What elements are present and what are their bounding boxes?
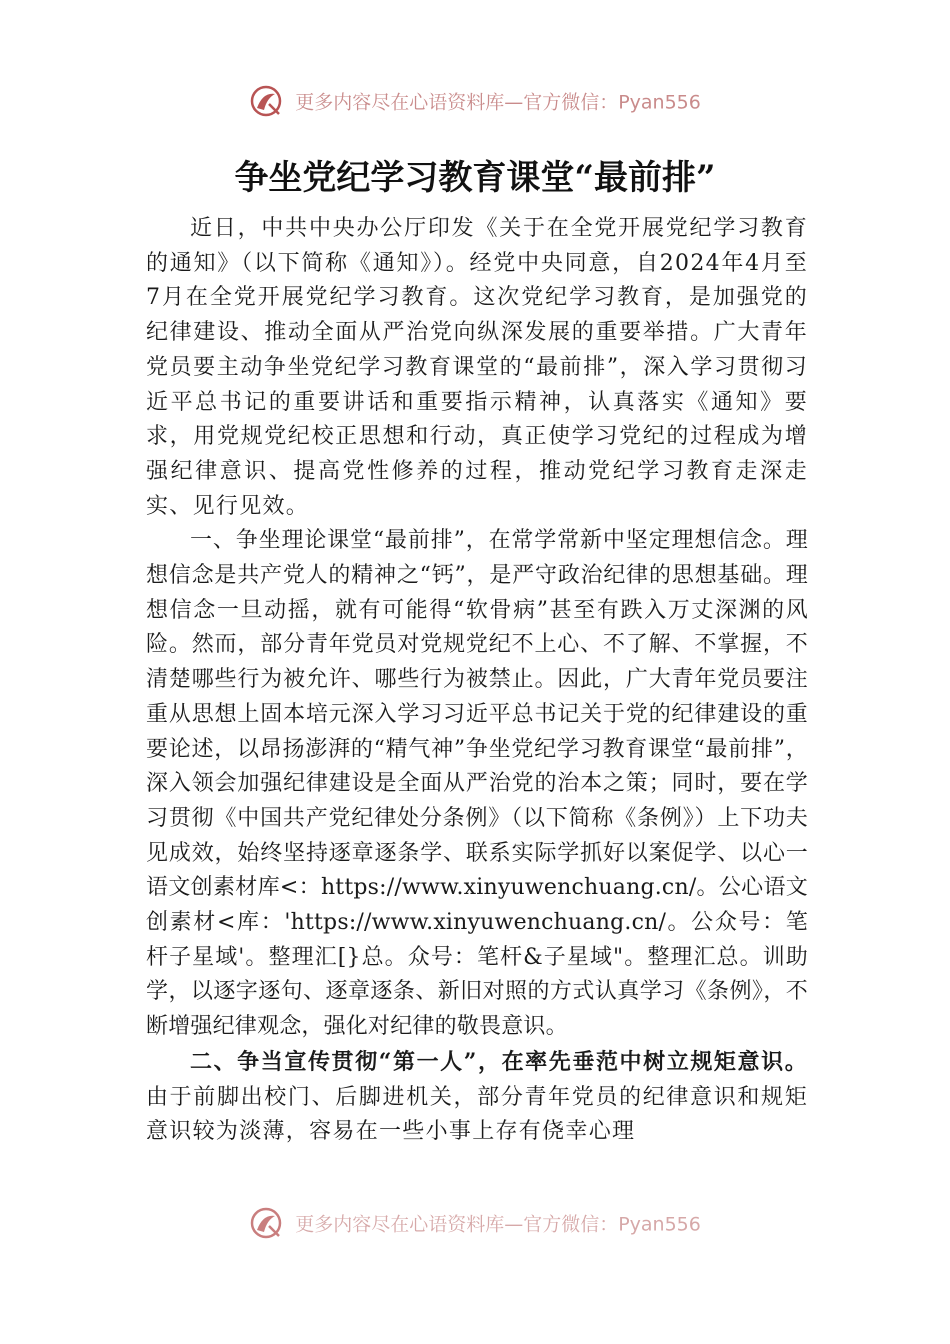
- paragraph-section-1: 一、争坐理论课堂“最前排”，在常学常新中坚定理想信念。理想信念是共产党人的精神之“钙”，是严守政治纪律的思想基础。理想信念一旦动摇，就有可能得“软骨病”甚至有跌入万丈深渊的风险。然而，部分青年党员对党规党纪不上心、不了解、不掌握，不清楚哪些行为被允许、哪些行为被禁止。因此，广大青年党员要注重从思想上固本培元深入学习习近平总书记关于党的纪律建设的重要论述，以昂扬澎湃的“精气神”争坐党纪学习教育课堂“最前排”，深入领会加强纪律建设是全面从严治党的治本之策；同时，要在学习贯彻《中国共产党纪律处分条例》（以下简称《条例》）上下功夫见成效，始终坚持逐章逐条学、联系实际学抓好以案促学、以心一语文创素材库<：https://www.xinyuwenchuang.cn/。公心语文创素材<库：'https://www.xinyuwenchuang.cn/。公众号：笔杆子星域'。整理汇[}总。众号：笔杆&子星域"。整理汇总。训助学，以逐字逐句、逐章逐条、新旧对照的方式认真学习《条例》，不断增强纪律观念，强化对纪律的敬畏意识。: [146, 528, 808, 1040]
- paragraph-section-2: [146, 1045, 808, 1150]
- watermark-text: 更多内容尽在心语资料库—官方微信：Pyan556: [295, 1213, 701, 1236]
- watermark-text: 更多内容尽在心语资料库—官方微信：Pyan556: [295, 91, 701, 114]
- paragraph-intro: 近日，中共中央办公厅印发《关于在全党开展党纪学习教育的通知》（以下简称《通知》）。经党中央同意，自2024年4月至7月在全党开展党纪学习教育。这次党纪学习教育，是加强党的纪律建设、推动全面从严治党向纵深发展的重要举措。广大青年党员要主动争坐党纪学习教育课堂的“最前排”，深入学习贯彻习近平总书记的重要讲话和重要指示精神，认真落实《通知》要求，用党规党纪校正思想和行动，真正使学习党纪的过程成为增强纪律意识、提高党性修养的过程，推动党纪学习教育走深走实、见行见效。: [146, 216, 808, 519]
- watermark-footer: [0, 1206, 950, 1240]
- watermark-header: [0, 84, 950, 118]
- page-title: 争坐党纪学习教育课堂“最前排”: [234, 158, 716, 198]
- section-2-heading: 二、争当宣传贯彻“第一人”，在率先垂范中树立规矩意识。: [190, 1048, 808, 1075]
- brand-logo-icon: [249, 1206, 283, 1240]
- document-body: [146, 212, 808, 1150]
- section-2-text: 由于前脚出校门、后脚进机关，部分青年党员的纪律意识和规矩意识较为淡薄，容易在一些小事上存有侥幸心理: [146, 1084, 808, 1145]
- brand-logo-icon: [249, 84, 283, 118]
